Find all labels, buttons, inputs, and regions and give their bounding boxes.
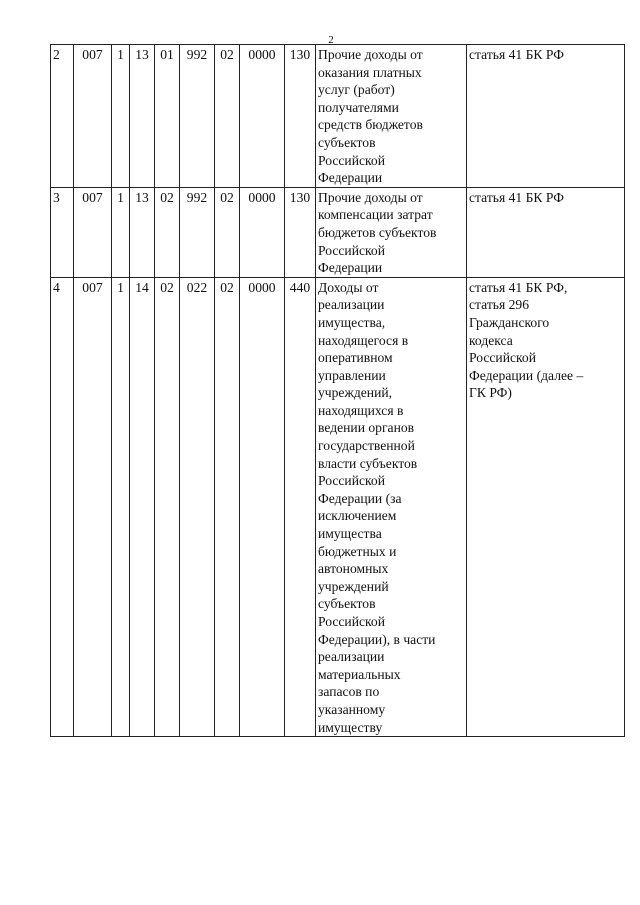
description-line: оперативном <box>318 350 393 366</box>
description-line: Прочие доходы от <box>318 189 423 205</box>
code-segment-cell: 1 <box>112 187 130 277</box>
description-line: субъектов <box>318 596 376 612</box>
description-line: указанному <box>318 701 386 717</box>
description-line: Российской <box>318 242 385 258</box>
code-segment-cell: 13 <box>130 45 155 188</box>
legal-basis-line: статья 41 БК РФ, <box>469 279 568 295</box>
code-segment-cell: 007 <box>74 45 112 188</box>
description-line: учреждений <box>318 578 389 594</box>
description-line: ведении органов <box>318 420 415 436</box>
description-line: Федерации <box>318 170 383 186</box>
code-segment-cell: 02 <box>155 187 180 277</box>
description-line: запасов по <box>318 684 380 700</box>
row-number-cell: 4 <box>51 277 74 736</box>
description-line: Доходы от <box>318 279 379 295</box>
description-line: находящегося в <box>318 332 409 348</box>
description-line: Федерации <box>318 260 383 276</box>
description-cell <box>316 45 467 188</box>
description-line: государственной <box>318 438 415 454</box>
description-line: учреждений, <box>318 385 393 401</box>
code-segment-cell: 1 <box>112 45 130 188</box>
description-line: имущества <box>318 526 382 542</box>
code-segment-cell: 007 <box>74 187 112 277</box>
code-segment-cell: 14 <box>130 277 155 736</box>
description-line: Российской <box>318 152 385 168</box>
description-line: находящихся в <box>318 402 404 418</box>
legal-basis-line: ГК РФ) <box>469 385 512 401</box>
description-line: автономных <box>318 561 389 577</box>
legal-basis-cell <box>467 45 625 188</box>
description-line: управлении <box>318 367 386 383</box>
description-line: субъектов <box>318 134 376 150</box>
description-line: средств бюджетов <box>318 117 423 133</box>
row-number-cell: 3 <box>51 187 74 277</box>
description-line: реализации <box>318 297 385 313</box>
code-segment-cell: 02 <box>155 277 180 736</box>
code-segment-cell: 0000 <box>240 45 285 188</box>
legal-basis-cell <box>467 277 625 736</box>
code-segment-cell: 130 <box>285 45 316 188</box>
code-segment-cell: 992 <box>180 187 215 277</box>
description-line: бюджетов субъектов <box>318 224 437 240</box>
code-segment-cell: 0000 <box>240 187 285 277</box>
legal-basis-line: статья 296 <box>469 297 530 313</box>
code-segment-cell: 0000 <box>240 277 285 736</box>
description-line: реализации <box>318 649 385 665</box>
row-number-cell: 2 <box>51 45 74 188</box>
code-segment-cell: 02 <box>215 187 240 277</box>
description-line: компенсации затрат <box>318 207 433 223</box>
code-segment-cell: 130 <box>285 187 316 277</box>
description-line: власти субъектов <box>318 455 418 471</box>
code-segment-cell: 02 <box>215 45 240 188</box>
description-line: Российской <box>318 614 385 629</box>
code-segment-cell: 022 <box>180 277 215 736</box>
description-line: Федерации), в части <box>318 631 436 647</box>
description-line: Федерации (за <box>318 490 402 506</box>
code-segment-cell: 01 <box>155 45 180 188</box>
legal-basis-line: Гражданского <box>469 314 550 330</box>
description-line: получателями <box>318 99 399 115</box>
description-line: имущества, <box>318 314 386 330</box>
table-row <box>51 187 625 277</box>
legal-basis-line: Федерации (далее – <box>469 367 584 383</box>
code-segment-cell: 02 <box>215 277 240 736</box>
description-line: бюджетных и <box>318 543 397 559</box>
code-segment-cell: 440 <box>285 277 316 736</box>
description-line: услуг (работ) <box>318 82 395 98</box>
code-segment-cell: 1 <box>112 277 130 736</box>
table-row <box>51 45 625 188</box>
legal-basis-cell <box>467 187 625 277</box>
description-line: материальных <box>318 666 401 682</box>
code-segment-cell: 992 <box>180 45 215 188</box>
description-cell <box>316 187 467 277</box>
legal-basis-line: кодекса <box>469 332 513 348</box>
description-line: оказания платных <box>318 64 422 80</box>
legal-basis-line: Российской <box>469 350 536 366</box>
revenue-codes-table <box>50 44 625 737</box>
code-segment-cell: 13 <box>130 187 155 277</box>
table-row <box>51 277 625 736</box>
description-line: имуществу <box>318 719 383 735</box>
description-line: Прочие доходы от <box>318 47 423 62</box>
description-cell <box>316 277 467 736</box>
page-number: 2 <box>328 34 334 46</box>
code-segment-cell: 007 <box>74 277 112 736</box>
legal-basis-line: статья 41 БК РФ <box>469 189 564 205</box>
description-line: Российской <box>318 473 385 489</box>
legal-basis-line: статья 41 БК РФ <box>469 47 564 62</box>
description-line: исключением <box>318 508 397 524</box>
